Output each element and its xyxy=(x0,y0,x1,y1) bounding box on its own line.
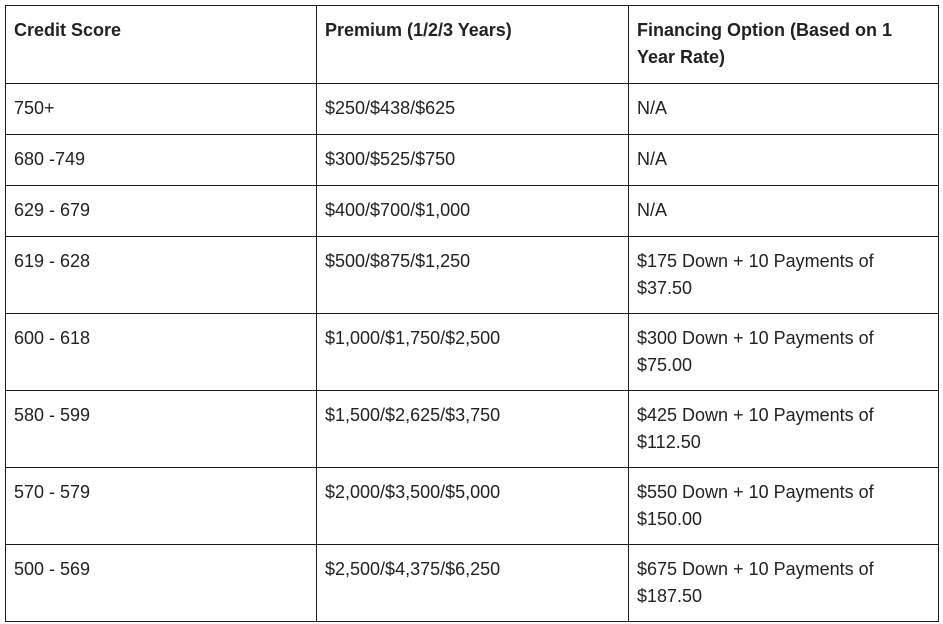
financing-cell: $675 Down + 10 Payments of $187.50 xyxy=(629,545,939,622)
financing-cell: $300 Down + 10 Payments of $75.00 xyxy=(629,314,939,391)
table-row xyxy=(6,84,939,135)
financing-cell: $425 Down + 10 Payments of $112.50 xyxy=(629,391,939,468)
credit-score-cell: 600 - 618 xyxy=(6,314,317,391)
table-row xyxy=(6,135,939,186)
financing-cell: N/A xyxy=(629,84,939,135)
header-financing-option: Financing Option (Based on 1 Year Rate) xyxy=(629,6,939,84)
header-premium: Premium (1/2/3 Years) xyxy=(317,6,629,84)
credit-premium-table xyxy=(5,5,939,622)
premium-cell: $500/$875/$1,250 xyxy=(317,237,629,314)
credit-score-cell: 580 - 599 xyxy=(6,391,317,468)
table-row xyxy=(6,391,939,468)
credit-score-cell: 629 - 679 xyxy=(6,186,317,237)
financing-cell: N/A xyxy=(629,135,939,186)
credit-score-cell: 619 - 628 xyxy=(6,237,317,314)
credit-score-cell: 750+ xyxy=(6,84,317,135)
premium-cell: $1,000/$1,750/$2,500 xyxy=(317,314,629,391)
premium-cell: $400/$700/$1,000 xyxy=(317,186,629,237)
table-row xyxy=(6,314,939,391)
financing-cell: $175 Down + 10 Payments of $37.50 xyxy=(629,237,939,314)
table-row xyxy=(6,237,939,314)
table-header-row xyxy=(6,6,939,84)
credit-score-cell: 500 - 569 xyxy=(6,545,317,622)
header-credit-score: Credit Score xyxy=(6,6,317,84)
premium-cell: $2,000/$3,500/$5,000 xyxy=(317,468,629,545)
financing-cell: N/A xyxy=(629,186,939,237)
premium-cell: $300/$525/$750 xyxy=(317,135,629,186)
financing-cell: $550 Down + 10 Payments of $150.00 xyxy=(629,468,939,545)
premium-cell: $2,500/$4,375/$6,250 xyxy=(317,545,629,622)
premium-cell: $1,500/$2,625/$3,750 xyxy=(317,391,629,468)
premium-cell: $250/$438/$625 xyxy=(317,84,629,135)
credit-score-cell: 680 -749 xyxy=(6,135,317,186)
credit-score-cell: 570 - 579 xyxy=(6,468,317,545)
table-row xyxy=(6,545,939,622)
table-row xyxy=(6,186,939,237)
table-row xyxy=(6,468,939,545)
